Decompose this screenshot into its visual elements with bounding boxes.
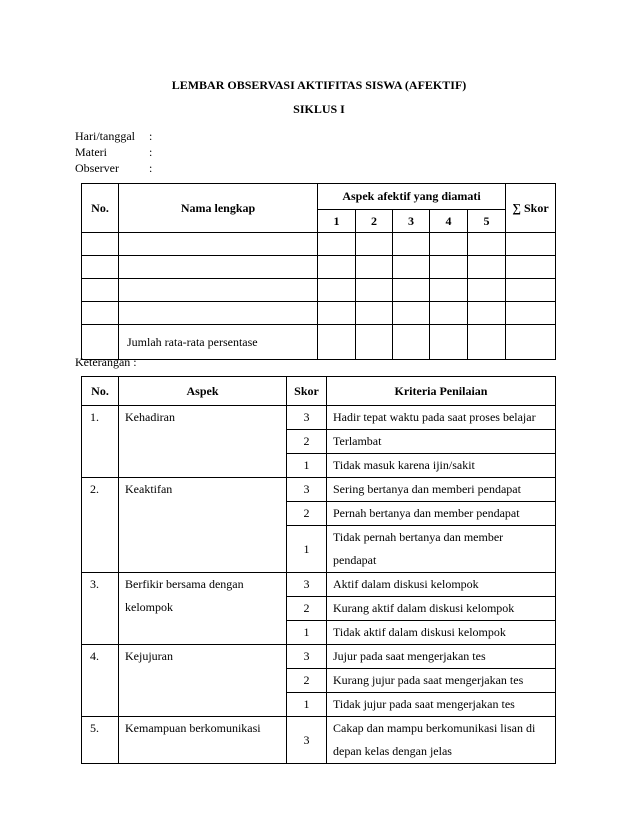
summary-label: Jumlah rata-rata persentase [119,325,318,360]
header-aspect-num: 4 [430,210,468,233]
info-row-material [75,144,152,160]
info-label: Observer [75,161,119,175]
criteria-aspect: Berfikir bersama dengan kelompok [119,573,287,645]
criteria-score: 3 [287,645,327,669]
criteria-score: 1 [287,621,327,645]
criteria-score: 2 [287,597,327,621]
criteria-no: 4. [82,645,119,717]
criteria-score: 2 [287,430,327,454]
summary-row [82,325,556,360]
page-title: LEMBAR OBSERVASI AKTIFITAS SISWA (AFEKTIF) [171,78,467,92]
header-aspect-num: 3 [393,210,430,233]
header-aspect-num: 2 [356,210,393,233]
criteria-table [81,376,556,764]
criteria-description: Aktif dalam diskusi kelompok [327,573,556,597]
criteria-description: Sering bertanya dan memberi pendapat [327,478,556,502]
criteria-score: 3 [287,406,327,430]
criteria-description: Tidak pernah bertanya dan member pendapat [327,526,556,573]
criteria-description: Kurang jujur pada saat mengerjakan tes [327,669,556,693]
page-subtitle: SIKLUS I [293,102,345,116]
criteria-score: 1 [287,693,327,717]
header-aspect: Aspek [119,377,287,406]
legend-label: Keterangan : [75,355,137,369]
table-row [82,645,556,669]
header-name: Nama lengkap [119,184,318,233]
criteria-description: Pernah bertanya dan member pendapat [327,502,556,526]
criteria-description: Tidak aktif dalam diskusi kelompok [327,621,556,645]
table-row [82,279,556,302]
table-row [82,717,556,764]
criteria-score: 3 [287,573,327,597]
criteria-score: 2 [287,669,327,693]
table-row [82,302,556,325]
info-block [75,128,152,176]
observation-table [81,183,556,360]
table-row [82,478,556,502]
info-row-date [75,128,152,144]
info-sep: : [149,129,153,143]
table-row [82,256,556,279]
criteria-aspect: Keaktifan [119,478,287,573]
header-aspect-num: 1 [318,210,356,233]
criteria-no: 5. [82,717,119,764]
criteria-aspect: Kehadiran [119,406,287,478]
criteria-description: Tidak jujur pada saat mengerjakan tes [327,693,556,717]
info-sep: : [149,145,153,159]
criteria-score: 2 [287,502,327,526]
criteria-no: 1. [82,406,119,478]
criteria-score: 1 [287,526,327,573]
criteria-no: 3. [82,573,119,645]
header-aspect-num: 5 [468,210,506,233]
criteria-aspect: Kejujuran [119,645,287,717]
criteria-score: 1 [287,454,327,478]
criteria-score: 3 [287,717,327,764]
info-label: Hari/tanggal [75,129,135,143]
table-row [82,573,556,597]
criteria-aspect: Kemampuan berkomunikasi [119,717,287,764]
header-no: No. [82,377,119,406]
criteria-description: Terlambat [327,430,556,454]
table-row [82,233,556,256]
header-score: ∑ Skor [506,184,556,233]
info-sep: : [149,161,153,175]
criteria-no: 2. [82,478,119,573]
criteria-description: Kurang aktif dalam diskusi kelompok [327,597,556,621]
header-score: Skor [287,377,327,406]
header-no: No. [82,184,119,233]
criteria-description: Jujur pada saat mengerjakan tes [327,645,556,669]
header-criteria: Kriteria Penilaian [327,377,556,406]
info-row-observer [75,160,152,176]
header-aspect: Aspek afektif yang diamati [318,184,506,210]
criteria-description: Cakap dan mampu berkomunikasi lisan di depan kelas dengan jelas [327,717,556,764]
criteria-description: Hadir tepat waktu pada saat proses belajar [327,406,556,430]
table-row [82,406,556,430]
info-label: Materi [75,145,107,159]
criteria-score: 3 [287,478,327,502]
criteria-description: Tidak masuk karena ijin/sakit [327,454,556,478]
